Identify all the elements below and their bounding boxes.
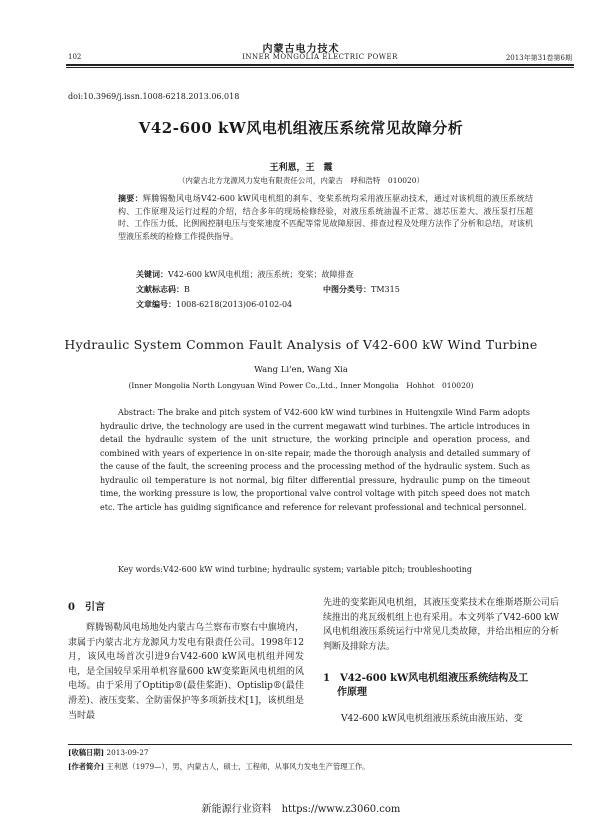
affiliation-cn: （内蒙古北方龙源风力发电有限责任公司，内蒙古 呼和浩特 010020） [177, 176, 425, 185]
authors-en: Wang Li'en, Wang Xia [254, 365, 348, 375]
section-1-paragraph: V42-600 kW风电机组液压系统由液压站、变 [341, 714, 523, 724]
abstract-cn-text: 辉腾锡勒风电场V42-600 kW风电机组的刹车、变桨系统均采用液压驱动技术，通过对该机组的液压系统结构、工作原理及运行过程的介绍，结合多年的现场检修经验，对液压系统油温不正常、滤芯压差大、液压泵打压超时、工作压力低、比例阀控制电压与变桨速度不匹配等常见故障原因、排查过程及处理方法作了分析和总结，对该机型液压系统的检修工作提供指导。 [118, 194, 534, 241]
keywords-cn-label: 关键词： [136, 269, 168, 279]
section-0-heading: 0 引言 [68, 602, 105, 613]
received-date [68, 748, 572, 758]
author-bio-label: [作者简介] [68, 762, 105, 771]
section-1-heading [323, 672, 563, 700]
section-1-heading-line-2: 作原理 [337, 687, 367, 698]
journal-name-en: INNER MONGOLIA ELECTRIC POWER [242, 53, 398, 61]
received-label: [收稿日期] [68, 748, 105, 757]
title-en: Hydraulic System Common Fault Analysis of V42-600 kW Wind Turbine [64, 337, 538, 352]
keywords-cn [136, 269, 536, 280]
watermark-footer: 新能源行业资料 https://www.z3060.com [201, 804, 401, 815]
page-number: 102 [68, 53, 82, 61]
abstract-en [100, 406, 530, 514]
class-number-label: 中图分类号： [323, 284, 371, 294]
authors-cn: 王利恩，王 霞 [269, 163, 333, 173]
author-bio-text: 王利恩（1979—），男，内蒙古人，硕士，工程师，从事风力发电生产管理工作。 [106, 762, 370, 771]
class-number [323, 284, 400, 295]
journal-name-cn: 内蒙古电力技术 [262, 44, 340, 55]
issue-info: 2013年第31卷第6期 [505, 54, 572, 62]
class-number-value: TM315 [371, 285, 400, 294]
article-number-label: 文章编号： [136, 299, 176, 309]
abstract-en-label: Abstract: [118, 408, 156, 417]
abstract-cn [118, 192, 533, 243]
keywords-en-text: V42-600 kW wind turbine; hydraulic system; variable pitch; troubleshooting [162, 565, 472, 574]
author-bio [68, 762, 572, 772]
footnote-rule [68, 744, 572, 745]
abstract-cn-label: 摘要： [118, 193, 143, 203]
header-rule-thin [66, 67, 574, 68]
doi: doi:10.3969/j.issn.1008-6218.2013.06.018 [68, 92, 240, 101]
doc-code-label: 文献标志码： [136, 284, 184, 294]
section-0-paragraph-2: 先进的变桨距风电机组，其液压变桨技术在维斯塔斯公司后续推出的兆瓦级机组上也有采用。本文列举了V42-600 kW风电机组液压系统运行中常见几类故障，并给出相应的分析判断及排除方法。 [323, 598, 559, 652]
section-0-paragraph-1: 辉腾锡勒风电场地处内蒙古乌兰察布市察右中旗境内，隶属于内蒙古北方龙源风力发电有限责任公司。1998年12月，该风电场首次引进9台V42-600 kW风电机组并网发电，是全国较早采用单机容量600 kW变桨距风电机组的风电场。由于采用了Optitip®(最佳桨距)、Optislip®(最佳滑差)、液压变桨、全防雷保护等多项新技术[1]，该机组是当时最 [68, 623, 304, 721]
keywords-en [118, 565, 538, 574]
section-1-heading-line-1: 1 V42-600 kW风电机组液压系统结构及工 [323, 673, 529, 684]
received-value: 2013-09-27 [106, 748, 149, 757]
title-cn: V42-600 kW风电机组液压系统常见故障分析 [138, 119, 464, 137]
doc-code [136, 284, 190, 295]
header-rule [66, 64, 574, 66]
article-number-value: 1008-6218(2013)06-0102-04 [176, 300, 293, 309]
keywords-en-label: Key words: [118, 565, 163, 574]
abstract-en-text: The brake and pitch system of V42-600 kW wind turbines in Huitengxile Wind Farm adopts hydraulic drive, the technology are used in the current megawatt wind turbines. The article introduces in detail the hydraulic system of the unit structure, the working principle and operation process, and combined with years of experience in on-site repair, made the thorough analysis and detailed summary of the cause of the fault, the screening process and the processing method of the hydraulic system. Such as hydraulic oil temperature is not normal, big filter differential pressure, hydraulic pump on the timeout time, the working pressure is low, the proportional valve control voltage with pitch speed does not match etc. The article has guiding significance and reference for relevant professional and technical personnel. [100, 408, 531, 512]
affiliation-en: (Inner Mongolia North Longyuan Wind Power Co.,Ltd., Inner Mongolia Hohhot 010020) [128, 381, 474, 390]
keywords-cn-text: V42-600 kW风电机组；液压系统；变桨；故障排查 [168, 270, 354, 279]
doc-code-value: B [184, 285, 190, 294]
article-number [136, 299, 292, 310]
